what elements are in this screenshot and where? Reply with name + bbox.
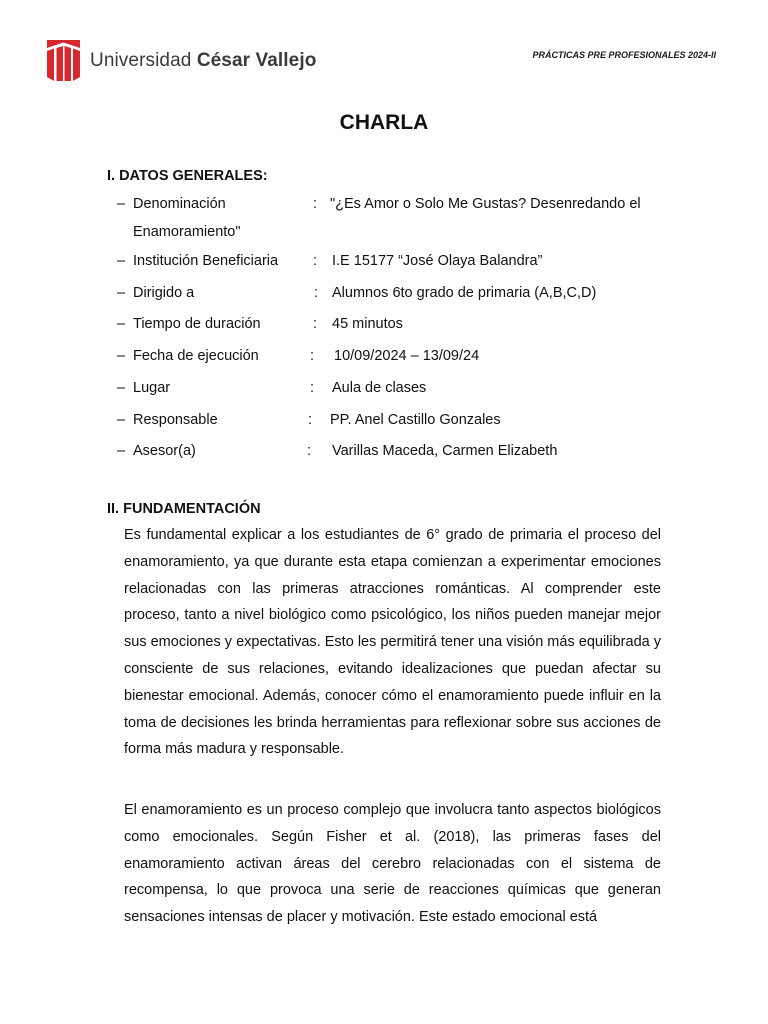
item-value-continuation: Enamoramiento" bbox=[133, 224, 241, 240]
item-value: Alumnos 6to grado de primaria (A,B,C,D) bbox=[332, 285, 597, 301]
item-value: 45 minutos bbox=[332, 316, 403, 332]
list-dash: – bbox=[117, 316, 126, 332]
list-dash: – bbox=[117, 253, 126, 269]
item-colon: : bbox=[314, 285, 319, 301]
item-value: "¿Es Amor o Solo Me Gustas? Desenredando el bbox=[330, 196, 641, 212]
item-label: Denominación bbox=[133, 196, 226, 212]
university-name-bold: César Vallejo bbox=[196, 49, 317, 71]
university-logo bbox=[47, 40, 316, 81]
item-colon: : bbox=[310, 380, 315, 396]
item-colon: : bbox=[307, 443, 312, 459]
university-name-regular: Universidad bbox=[90, 49, 197, 71]
item-label: Fecha de ejecución bbox=[133, 348, 259, 364]
item-colon: : bbox=[308, 412, 313, 428]
item-label: Tiempo de duración bbox=[133, 316, 261, 332]
item-value: Varillas Maceda, Carmen Elizabeth bbox=[332, 443, 558, 459]
item-label: Institución Beneficiaria bbox=[133, 253, 279, 269]
item-value: Aula de clases bbox=[332, 380, 427, 396]
page-header bbox=[0, 0, 768, 100]
item-value: 10/09/2024 – 13/09/24 bbox=[334, 348, 480, 364]
list-dash: – bbox=[117, 196, 126, 212]
list-dash: – bbox=[117, 348, 126, 364]
item-value: PP. Anel Castillo Gonzales bbox=[330, 412, 501, 428]
list-dash: – bbox=[117, 380, 126, 396]
list-dash: – bbox=[117, 443, 126, 459]
section-rationale-heading: II. FUNDAMENTACIÓN bbox=[107, 501, 261, 517]
item-label: Responsable bbox=[133, 412, 218, 428]
item-colon: : bbox=[313, 196, 318, 212]
item-label: Asesor(a) bbox=[133, 443, 196, 459]
rationale-paragraph-2: El enamoramiento es un proceso complejo que involucra tanto aspectos biológicos como emocionales. Según Fisher et al. (2018), las primeras fases del enamoramiento activan áreas del cerebro relacionadas con el sistema de recompensa, lo que provoca una serie de reacciones químicas que generan sensaciones intensas de placer y motivación. Este estado emocional está bbox=[124, 802, 661, 926]
item-value: I.E 15177 “José Olaya Balandra” bbox=[332, 253, 543, 269]
item-label: Lugar bbox=[133, 380, 171, 396]
section-general-data-heading: I. DATOS GENERALES: bbox=[107, 168, 268, 184]
item-label: Dirigido a bbox=[133, 285, 195, 301]
university-crest-icon bbox=[47, 40, 80, 81]
university-name bbox=[90, 50, 316, 72]
list-dash: – bbox=[117, 412, 126, 428]
header-program-label: PRÁCTICAS PRE PROFESIONALES 2024-II bbox=[532, 50, 716, 60]
document-title: CHARLA bbox=[339, 111, 429, 134]
list-dash: – bbox=[117, 285, 126, 301]
item-colon: : bbox=[313, 316, 318, 332]
rationale-paragraph-1: Es fundamental explicar a los estudiantes de 6° grado de primaria el proceso del enamoramiento, ya que durante esta etapa comienzan a experimentar emociones relacionadas con las primeras atracciones románticas. Al comprender este proceso, tanto a nivel biológico como psicológico, los niños pueden manejar mejor sus emociones y expectativas. Esto les permitirá tener una visión más equilibrada y consciente de sus relaciones, evitando idealizaciones que puedan afectar su bienestar emocional. Además, conocer cómo el enamoramiento puede influir en la toma de decisiones les brinda herramientas para reflexionar sobre sus acciones de forma más madura y responsable. bbox=[124, 527, 661, 758]
item-colon: : bbox=[310, 348, 315, 364]
item-colon: : bbox=[313, 253, 318, 269]
